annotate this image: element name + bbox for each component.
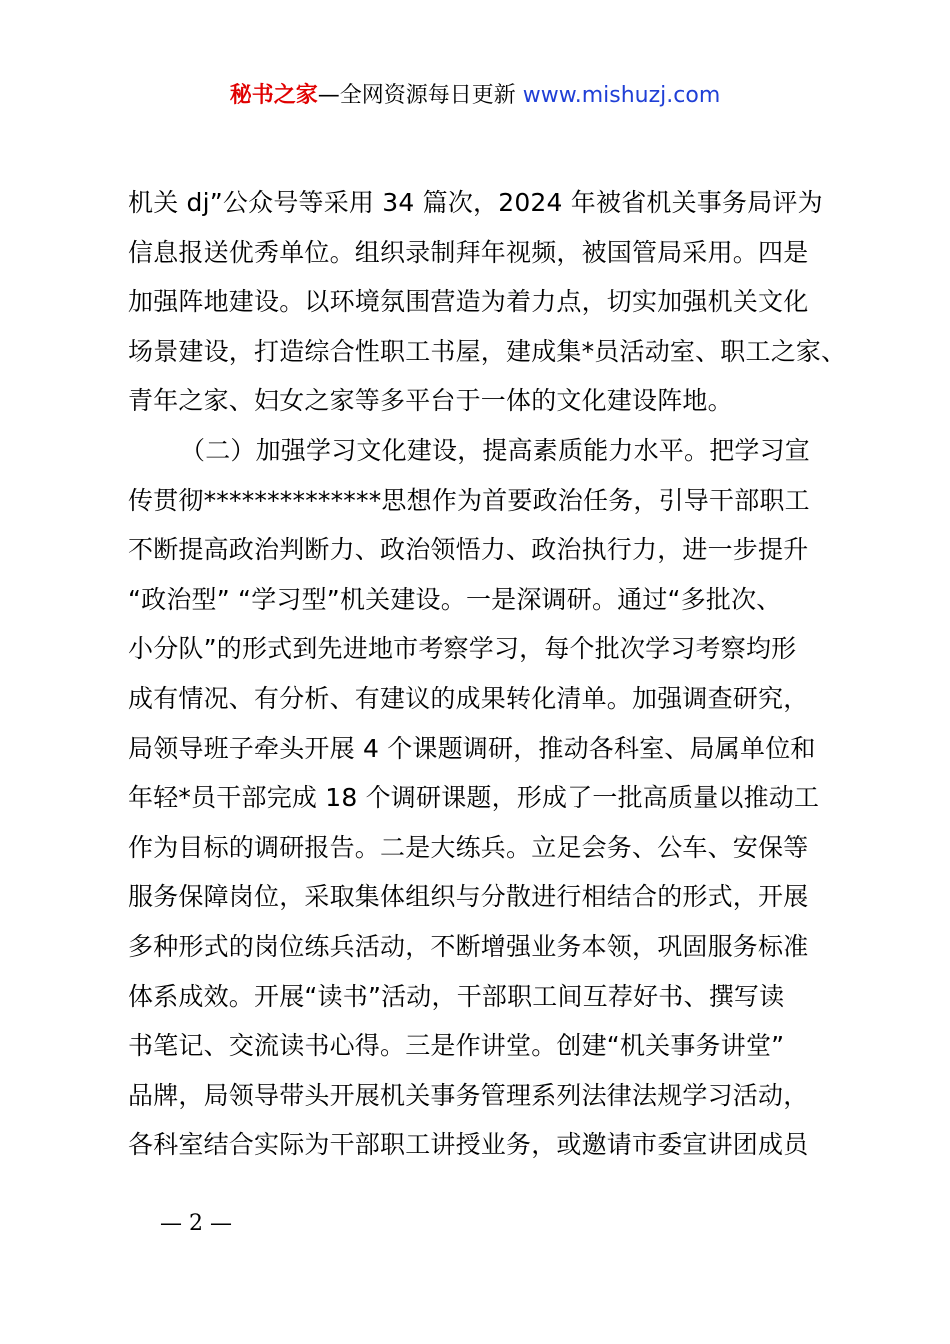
body-line: 机关 dj”公众号等采用 34 篇次，2024 年被省机关事务局评为 — [128, 188, 823, 217]
body-line: 青年之家、妇女之家等多平台于一体的文化建设阵地。 — [128, 386, 733, 416]
body-line: 传贯彻**************思想作为首要政治任务，引导干部职工 — [128, 485, 810, 515]
body-line: 各科室结合实际为干部职工讲授业务，或邀请市委宣讲团成员 — [128, 1130, 809, 1160]
site-url-link[interactable]: www.mishuzj.com — [522, 83, 721, 108]
body-line: 小分队”的形式到先进地市考察学习，每个批次学习考察均形 — [128, 634, 797, 664]
body-line: 体系成效。开展“读书”活动，干部职工间互荐好书、撰写读 — [128, 981, 785, 1011]
page-number: — 2 — — [160, 1211, 232, 1236]
body-line: 局领导班子牵头开展 4 个课题调研，推动各科室、局属单位和 — [128, 733, 816, 763]
section-heading-line: （二）加强学习文化建设，提高素质能力水平。把学习宣 — [180, 435, 811, 465]
body-line: 品牌，局领导带头开展机关事务管理系列法律法规学习活动， — [128, 1080, 809, 1110]
header-tagline: —全网资源每日更新 — [317, 83, 523, 108]
brand-name: 秘书之家 — [229, 83, 318, 108]
body-line: 不断提高政治判断力、政治领悟力、政治执行力，进一步提升 — [128, 535, 809, 565]
body-line: 成有情况、有分析、有建议的成果转化清单。加强调查研究， — [128, 683, 809, 713]
body-line: 加强阵地建设。以环境氛围营造为着力点，切实加强机关文化 — [128, 287, 809, 317]
body-line: 书笔记、交流读书心得。三是作讲堂。创建“机关事务讲堂” — [128, 1031, 785, 1061]
body-line: 年轻*员干部完成 18 个调研课题，形成了一批高质量以推动工 — [128, 783, 820, 813]
site-header — [0, 80, 950, 112]
body-line: “政治型” “学习型”机关建设。一是深调研。通过“多批次、 — [128, 584, 782, 614]
body-line: 多种形式的岗位练兵活动，不断增强业务本领，巩固服务标准 — [128, 931, 809, 961]
body-line: 场景建设，打造综合性职工书屋，建成集*员活动室、职工之家、 — [128, 336, 847, 366]
body-line: 信息报送优秀单位。组织录制拜年视频，被国管局采用。四是 — [128, 237, 809, 267]
body-line: 作为目标的调研报告。二是大练兵。立足会务、公车、安保等 — [128, 832, 809, 862]
body-line: 服务保障岗位，采取集体组织与分散进行相结合的形式，开展 — [128, 882, 809, 912]
document-body — [128, 178, 848, 1170]
